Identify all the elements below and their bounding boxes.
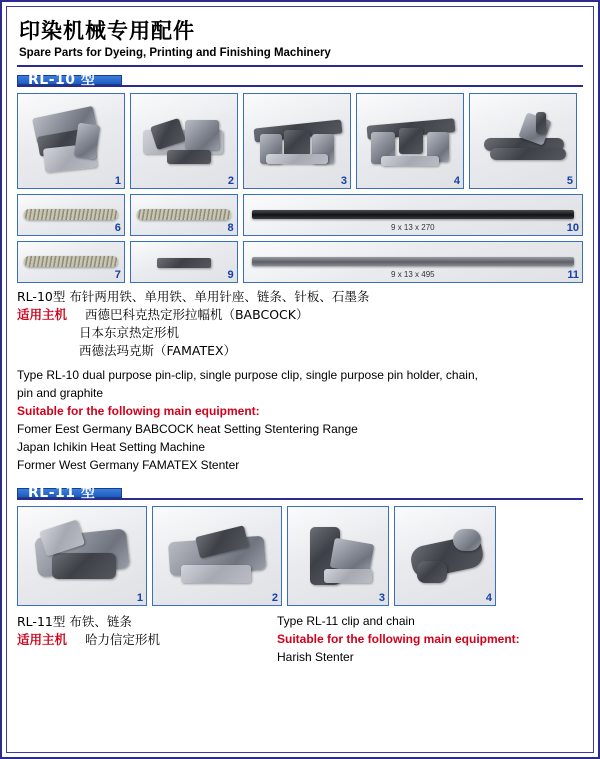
rl11-suitable-title-en: Suitable for the following main equipment: (277, 632, 520, 646)
part-image-link-arm-4 (395, 507, 495, 605)
photo-cell-rl11-2[interactable] (152, 506, 282, 606)
section-tab-rl11: RL-11 型 (17, 488, 122, 498)
photo-cell-rl10-1[interactable] (17, 93, 125, 189)
page-title-cn: 印染机械专用配件 (19, 19, 195, 43)
photo-cell-rl10-5[interactable] (469, 93, 577, 189)
page-inner (6, 6, 594, 753)
rl11-suitable-cn-1: 哈力信定形机 (84, 632, 160, 647)
photo-row-rl11-1 (17, 506, 583, 606)
page-title-en: Spare Parts for Dyeing, Printing and Finishing Machinery (19, 47, 331, 59)
rl10-suitable-en-1: Fomer Eest Germany BABCOCK heat Setting Stentering Range (17, 422, 358, 436)
part-image-clip-big-1 (18, 507, 146, 605)
part-image-clip-small-3 (288, 507, 388, 605)
part-image-clip-big-2 (153, 507, 281, 605)
rl11-desc-en: Type RL-11 clip and chain (277, 614, 415, 628)
photo-number: 4 (453, 175, 460, 187)
rl11-desc-cn: RL-11型 布铁、链条 (17, 614, 132, 629)
photo-cell-rl10-3[interactable] (243, 93, 351, 189)
photo-number: 9 (227, 269, 234, 281)
photo-dimension: 9 x 13 x 495 (391, 270, 435, 279)
photo-number: 5 (566, 175, 573, 187)
rl10-desc-cn: RL-10型 布针两用铁、单用铁、单用针座、链条、针板、石墨条 (17, 289, 370, 304)
photo-number: 4 (485, 592, 492, 604)
section-tab-rl10: RL-10 型 (17, 75, 122, 85)
header-divider (17, 65, 583, 67)
part-image-chain (470, 94, 576, 188)
rl11-text-en (277, 612, 577, 667)
photo-cell-rl11-4[interactable] (394, 506, 496, 606)
photo-number: 10 (566, 222, 580, 234)
photo-number: 2 (227, 175, 234, 187)
rl11-suitable-en-1: Harish Stenter (277, 650, 354, 664)
photo-cell-rl10-6[interactable] (17, 194, 125, 236)
part-image-clip-block-1 (18, 94, 124, 188)
photo-dimension: 9 x 13 x 270 (391, 223, 435, 232)
photo-cell-rl10-4[interactable] (356, 93, 464, 189)
rl11-suitable-cn-row (17, 631, 277, 648)
rl11-text-cn (17, 612, 277, 667)
photo-cell-rl10-11[interactable] (243, 241, 583, 283)
rl10-suitable-cn-2: 日本东京热定形机 (79, 325, 180, 340)
rl10-suitable-label-cn: 适用主机 (17, 307, 68, 322)
rl10-suitable-cn-1: 西德巴科克热定形拉幅机（BABCOCK） (84, 307, 309, 322)
photo-number: 7 (114, 269, 121, 281)
part-image-screw-8 (131, 195, 237, 235)
photo-row-rl10-1 (17, 93, 583, 189)
rl10-suitable-en-2: Japan Ichikin Heat Setting Machine (17, 440, 206, 454)
rl10-suitable-en-3: Former West Germany FAMATEX Stenter (17, 458, 240, 472)
photo-cell-rl11-3[interactable] (287, 506, 389, 606)
photo-cell-rl10-10[interactable] (243, 194, 583, 236)
photo-number: 11 (567, 269, 580, 281)
rl10-suitable-cn-3: 西德法玛克斯（FAMATEX） (79, 343, 237, 358)
rl10-suitable-cn-row1 (17, 306, 583, 323)
photo-cell-rl11-1[interactable] (17, 506, 147, 606)
photo-cell-rl10-7[interactable] (17, 241, 125, 283)
photo-cell-rl10-8[interactable] (130, 194, 238, 236)
section-header-rl11 (17, 485, 583, 501)
rl10-suitable-title-en: Suitable for the following main equipment: (17, 404, 260, 418)
photo-number: 3 (340, 175, 347, 187)
rl11-suitable-label-cn: 适用主机 (17, 632, 68, 647)
photo-row-rl10-2 (17, 194, 583, 236)
photo-row-rl10-3 (17, 241, 583, 283)
photo-number: 2 (271, 592, 278, 604)
rl10-desc-en-2: pin and graphite (17, 386, 104, 400)
part-image-screw-7 (18, 242, 124, 282)
part-image-pin-clip-2 (357, 94, 463, 188)
photo-number: 1 (136, 592, 143, 604)
rl11-text-block (17, 612, 583, 667)
section-header-rl10 (17, 72, 583, 88)
photo-cell-rl10-2[interactable] (130, 93, 238, 189)
rl10-desc-en-1: Type RL-10 dual purpose pin-clip, single purpose clip, single purpose pin holder, chain, (17, 368, 478, 382)
photo-number: 1 (114, 175, 121, 187)
part-image-screw-6 (18, 195, 124, 235)
part-image-pin-clip-1 (244, 94, 350, 188)
part-image-plate-9 (131, 242, 237, 282)
part-image-clip-block-2 (131, 94, 237, 188)
photo-number: 6 (114, 222, 121, 234)
photo-number: 8 (227, 222, 234, 234)
photo-number: 3 (378, 592, 385, 604)
photo-cell-rl10-9[interactable] (130, 241, 238, 283)
